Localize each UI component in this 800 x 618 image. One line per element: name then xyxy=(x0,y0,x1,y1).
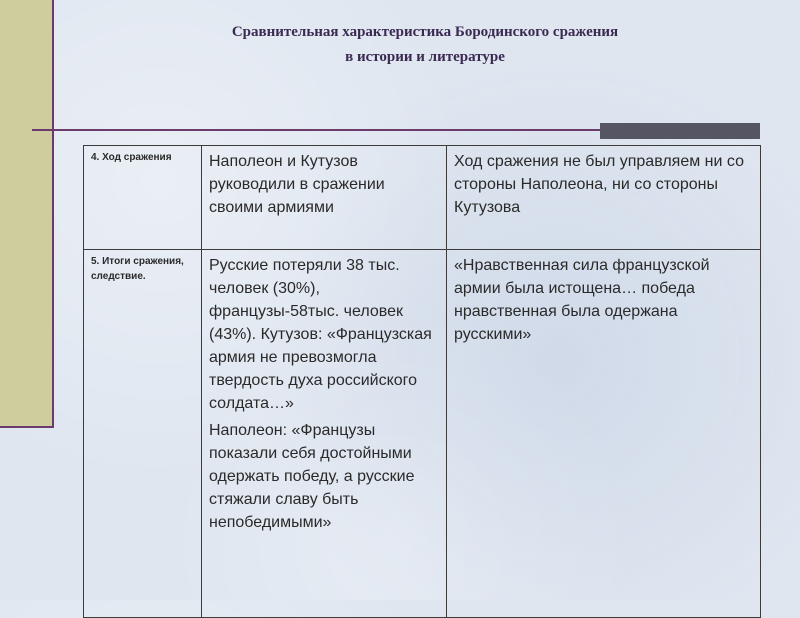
literature-cell: «Нравственная сила французской армии была истощена… победа нравственная была одержана русскими» xyxy=(447,250,761,618)
slide-title-line-2: в истории и литературе xyxy=(345,49,505,65)
table-row xyxy=(84,250,761,618)
left-decor-bar xyxy=(0,0,54,428)
history-paragraph: Русские потеряли 38 тыс. человек (30%), французы-58тыс. человек (43%). Кутузов: «Французская армия не превозмогла твердость духа российского солдата…» xyxy=(209,257,432,412)
slide-title-line-1: Сравнительная характеристика Бородинского сражения xyxy=(231,24,619,40)
history-cell xyxy=(202,146,447,250)
slide-title xyxy=(100,20,750,70)
title-divider-block xyxy=(600,123,760,139)
history-paragraph: Наполеон: «Французы показали себя достойными одержать победу, а русские стяжали славу быть непобедимыми» xyxy=(209,422,415,531)
left-decor-bar-edge xyxy=(0,426,54,428)
history-cell xyxy=(202,250,447,618)
table-row xyxy=(84,146,761,250)
row-label-cell: 5. Итоги сражения, следствие. xyxy=(84,250,202,618)
history-paragraph: Наполеон и Кутузов руководили в сражении своими армиями xyxy=(209,153,385,216)
literature-cell: Ход сражения не был управляем ни со стороны Наполеона, ни со стороны Кутузова xyxy=(447,146,761,250)
row-label-cell: 4. Ход сражения xyxy=(84,146,202,250)
comparison-table xyxy=(83,145,761,618)
